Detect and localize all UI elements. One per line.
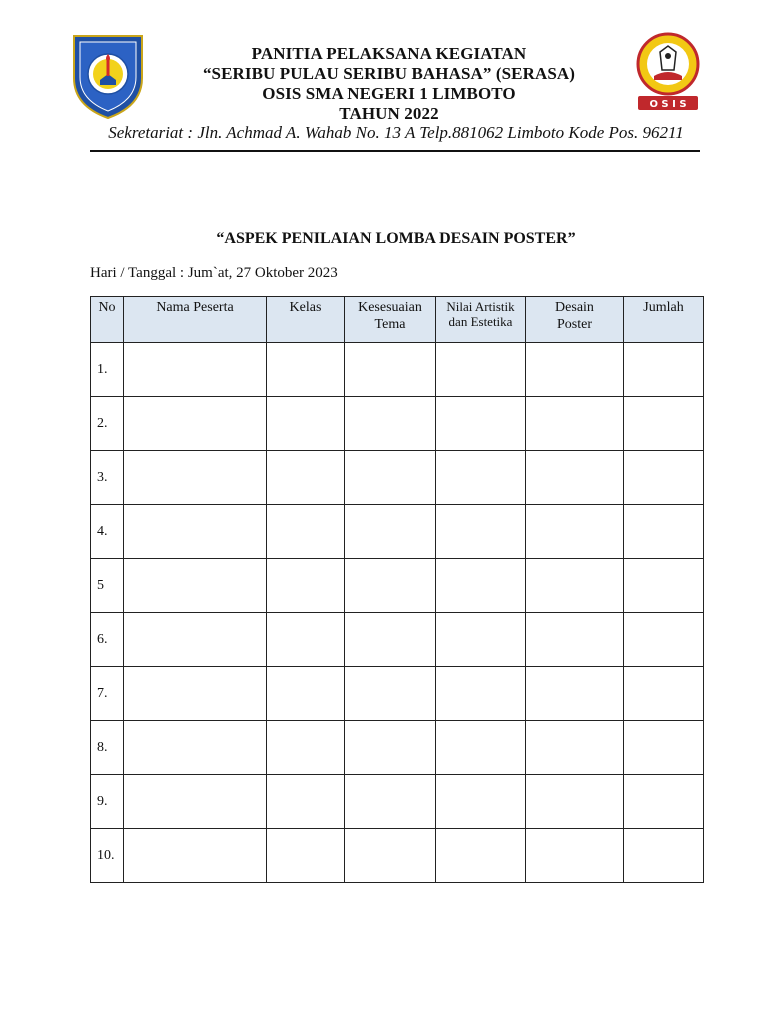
class-cell[interactable] xyxy=(267,721,345,775)
column-header-label: Kelas xyxy=(289,300,322,315)
osis-logo xyxy=(630,28,706,118)
participant-name-cell[interactable] xyxy=(124,667,267,721)
participant-name-cell[interactable] xyxy=(124,397,267,451)
theme-match-cell[interactable] xyxy=(345,667,436,721)
table-row xyxy=(91,343,704,397)
participant-name-cell[interactable] xyxy=(124,775,267,829)
theme-match-cell[interactable] xyxy=(345,343,436,397)
column-header-theme-match xyxy=(345,297,436,343)
theme-match-cell[interactable] xyxy=(345,397,436,451)
participant-name-cell[interactable] xyxy=(124,613,267,667)
poster-design-cell[interactable] xyxy=(526,613,624,667)
table-row xyxy=(91,451,704,505)
class-cell[interactable] xyxy=(267,613,345,667)
column-header-label: Jumlah xyxy=(643,300,684,315)
theme-match-cell[interactable] xyxy=(345,721,436,775)
row-number: 3. xyxy=(91,451,124,505)
poster-design-cell[interactable] xyxy=(526,505,624,559)
column-header-total xyxy=(624,297,704,343)
column-header-label: dan Estetika xyxy=(448,314,513,329)
date-line: Hari / Tanggal : Jum`at, 27 Oktober 2023 xyxy=(90,265,338,281)
total-cell[interactable] xyxy=(624,451,704,505)
scoring-table xyxy=(90,296,704,883)
artistic-value-cell[interactable] xyxy=(436,451,526,505)
letterhead-divider xyxy=(90,150,700,152)
column-header-label: No xyxy=(98,300,116,315)
poster-design-cell[interactable] xyxy=(526,451,624,505)
class-cell[interactable] xyxy=(267,451,345,505)
column-header-class xyxy=(267,297,345,343)
total-cell[interactable] xyxy=(624,397,704,451)
participant-name-cell[interactable] xyxy=(124,559,267,613)
column-header-label: Tema xyxy=(374,317,406,332)
row-number: 10. xyxy=(91,829,124,883)
class-cell[interactable] xyxy=(267,667,345,721)
theme-match-cell[interactable] xyxy=(345,613,436,667)
artistic-value-cell[interactable] xyxy=(436,559,526,613)
letterhead-line: “SERIBU PULAU SERIBU BAHASA” (SERASA) xyxy=(202,64,576,83)
row-number: 9. xyxy=(91,775,124,829)
participant-name-cell[interactable] xyxy=(124,505,267,559)
artistic-value-cell[interactable] xyxy=(436,721,526,775)
svg-text:O S I S: O S I S xyxy=(649,99,687,110)
class-cell[interactable] xyxy=(267,505,345,559)
secretariat-address: Sekretariat : Jln. Achmad A. Wahab No. 13 A Telp.881062 Limboto Kode Pos. 96211 xyxy=(108,123,684,142)
artistic-value-cell[interactable] xyxy=(436,343,526,397)
total-cell[interactable] xyxy=(624,829,704,883)
column-header-label: Poster xyxy=(557,317,592,332)
document-title: “ASPEK PENILAIAN LOMBA DESAIN POSTER” xyxy=(216,230,576,247)
column-header-label: Kesesuaian xyxy=(358,300,422,315)
class-cell[interactable] xyxy=(267,343,345,397)
column-header-poster-design xyxy=(526,297,624,343)
artistic-value-cell[interactable] xyxy=(436,505,526,559)
row-number: 6. xyxy=(91,613,124,667)
school-crest-icon xyxy=(70,30,146,120)
row-number: 7. xyxy=(91,667,124,721)
table-row xyxy=(91,721,704,775)
class-cell[interactable] xyxy=(267,775,345,829)
osis-emblem-icon xyxy=(630,28,706,118)
column-header-participant-name xyxy=(124,297,267,343)
letterhead-line: TAHUN 2022 xyxy=(339,104,439,123)
artistic-value-cell[interactable] xyxy=(436,397,526,451)
letterhead-heading xyxy=(150,44,628,124)
letterhead-line: OSIS SMA NEGERI 1 LIMBOTO xyxy=(262,84,516,103)
participant-name-cell[interactable] xyxy=(124,829,267,883)
artistic-value-cell[interactable] xyxy=(436,829,526,883)
class-cell[interactable] xyxy=(267,829,345,883)
artistic-value-cell[interactable] xyxy=(436,667,526,721)
poster-design-cell[interactable] xyxy=(526,343,624,397)
column-header-label: Desain xyxy=(555,300,594,315)
total-cell[interactable] xyxy=(624,667,704,721)
participant-name-cell[interactable] xyxy=(124,343,267,397)
table-row xyxy=(91,667,704,721)
class-cell[interactable] xyxy=(267,397,345,451)
participant-name-cell[interactable] xyxy=(124,721,267,775)
poster-design-cell[interactable] xyxy=(526,721,624,775)
total-cell[interactable] xyxy=(624,559,704,613)
theme-match-cell[interactable] xyxy=(345,559,436,613)
theme-match-cell[interactable] xyxy=(345,451,436,505)
total-cell[interactable] xyxy=(624,721,704,775)
column-header-label: Nama Peserta xyxy=(156,300,234,315)
theme-match-cell[interactable] xyxy=(345,505,436,559)
column-header-no xyxy=(91,297,124,343)
total-cell[interactable] xyxy=(624,343,704,397)
poster-design-cell[interactable] xyxy=(526,829,624,883)
letterhead-line: PANITIA PELAKSANA KEGIATAN xyxy=(251,44,527,63)
column-header-artistic-value xyxy=(436,297,526,343)
theme-match-cell[interactable] xyxy=(345,829,436,883)
column-header-label: Nilai Artistik xyxy=(446,299,515,314)
table-row xyxy=(91,613,704,667)
artistic-value-cell[interactable] xyxy=(436,613,526,667)
row-number: 2. xyxy=(91,397,124,451)
table-row xyxy=(91,397,704,451)
school-crest-logo xyxy=(70,30,146,120)
row-number: 8. xyxy=(91,721,124,775)
table-row xyxy=(91,775,704,829)
table-row xyxy=(91,829,704,883)
table-header-row xyxy=(91,297,704,343)
total-cell[interactable] xyxy=(624,613,704,667)
total-cell[interactable] xyxy=(624,505,704,559)
table-row xyxy=(91,505,704,559)
artistic-value-cell[interactable] xyxy=(436,775,526,829)
row-number: 1. xyxy=(91,343,124,397)
participant-name-cell[interactable] xyxy=(124,451,267,505)
row-number: 5 xyxy=(91,559,124,613)
poster-design-cell[interactable] xyxy=(526,397,624,451)
table-row xyxy=(91,559,704,613)
poster-design-cell[interactable] xyxy=(526,667,624,721)
row-number: 4. xyxy=(91,505,124,559)
class-cell[interactable] xyxy=(267,559,345,613)
theme-match-cell[interactable] xyxy=(345,775,436,829)
total-cell[interactable] xyxy=(624,775,704,829)
poster-design-cell[interactable] xyxy=(526,559,624,613)
poster-design-cell[interactable] xyxy=(526,775,624,829)
